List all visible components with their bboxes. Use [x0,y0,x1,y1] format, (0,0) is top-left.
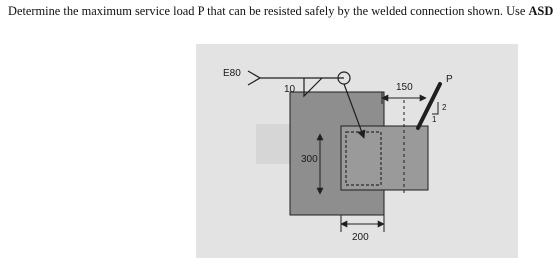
problem-text-asd: ASD [528,4,554,18]
slope-rise-label: 2 [442,103,447,112]
electrode-label: E80 [223,68,241,79]
width-150-label: 150 [396,82,413,93]
overlap-200-label: 200 [352,232,369,243]
weld-size-label: 10 [284,84,296,95]
welded-connection-diagram [196,44,518,258]
welded-connection-figure [196,44,518,258]
problem-text-main: Determine the maximum service load P that can be resisted safely by the welded connection shown. Use [8,4,529,18]
height-300-label: 300 [301,154,318,165]
load-p-label: P [446,74,453,85]
problem-statement [8,3,554,19]
attached-plate [341,126,428,190]
slope-run-label: 1 [432,115,437,124]
